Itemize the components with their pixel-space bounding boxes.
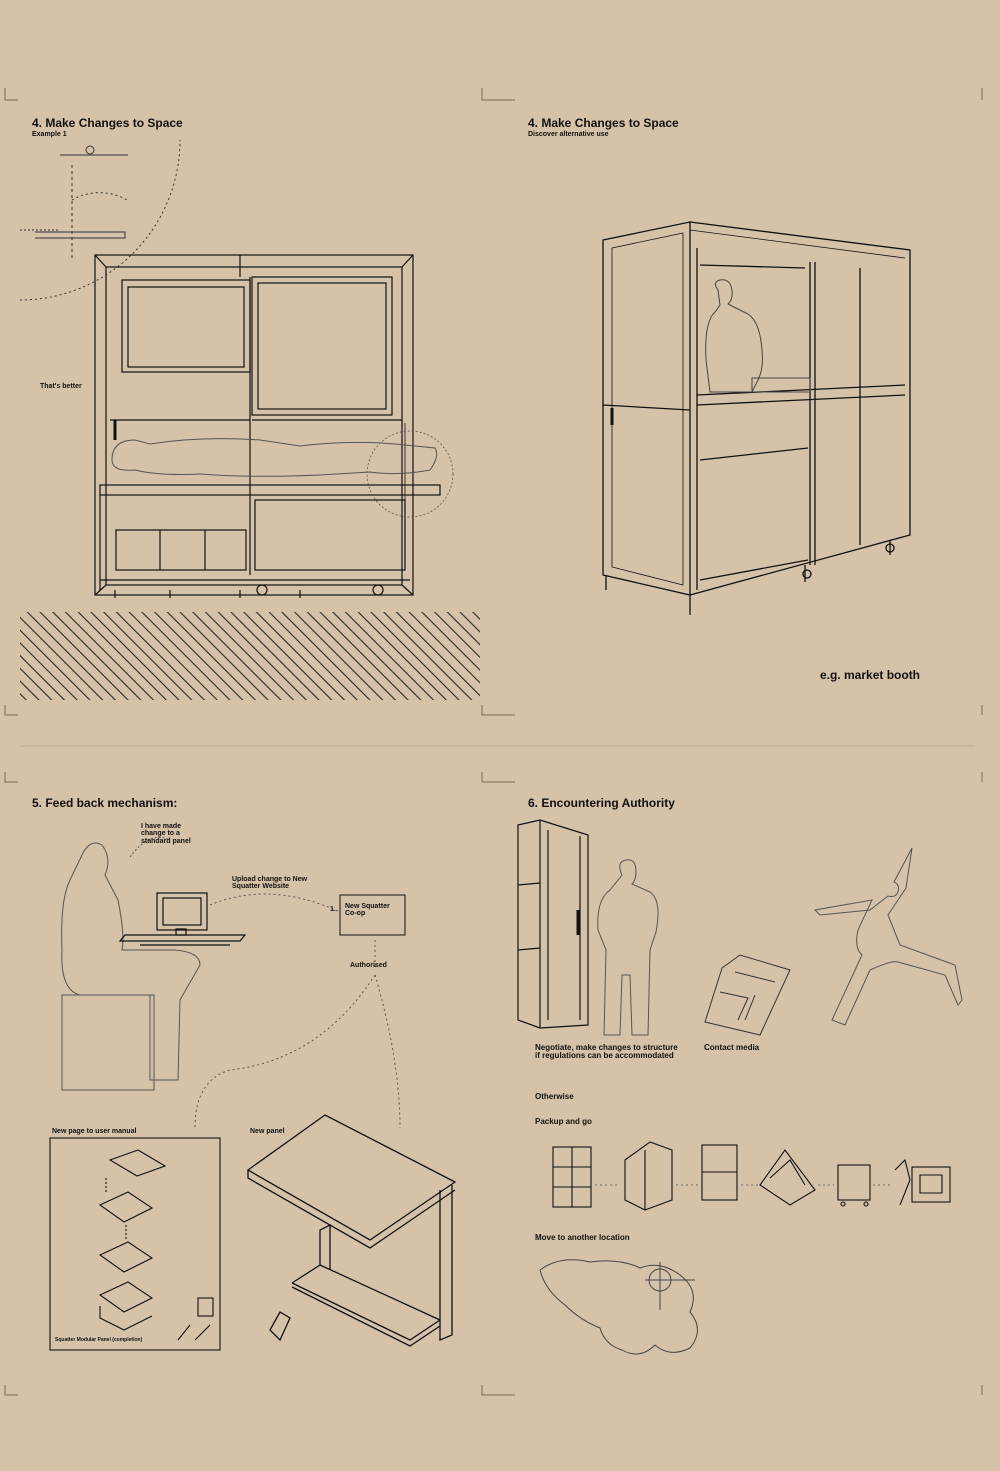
door-swing-sketch bbox=[20, 140, 180, 300]
negotiate-text: Negotiate, make changes to structure if regulations can be accommodated bbox=[535, 1043, 678, 1061]
vendor-figure bbox=[706, 280, 810, 392]
speech-bubble-text: I have made change to a standard panel bbox=[141, 823, 191, 845]
flow-arrows bbox=[195, 894, 400, 1128]
panel1-subtitle: Example 1 bbox=[32, 131, 67, 138]
newspaper bbox=[705, 955, 790, 1035]
throwing-figure bbox=[815, 848, 962, 1025]
move-location-text: Move to another location bbox=[535, 1233, 630, 1242]
officer-figure bbox=[598, 860, 658, 1035]
panel4-title: 6. Encountering Authority bbox=[528, 796, 675, 810]
seated-figure bbox=[62, 837, 200, 1090]
panel1-title: 4. Make Changes to Space bbox=[32, 116, 183, 130]
crop-marks bbox=[5, 88, 982, 1395]
coop-box-number: 1. bbox=[330, 906, 336, 913]
contact-media-text: Contact media bbox=[704, 1043, 760, 1052]
otherwise-text: Otherwise bbox=[535, 1092, 574, 1101]
ground-hatching bbox=[20, 612, 480, 700]
panel3-title: 5. Feed back mechanism: bbox=[32, 796, 178, 810]
market-booth-drawing bbox=[603, 222, 910, 615]
new-panel-drawing bbox=[248, 1115, 455, 1346]
panel2-subtitle: Discover alternative use bbox=[528, 131, 609, 138]
manual-page bbox=[50, 1138, 220, 1350]
panel2-title: 4. Make Changes to Space bbox=[528, 116, 679, 130]
manual-footer: Squatter Modular Panel (completion) bbox=[55, 1337, 143, 1343]
upload-label: Upload change to New Squatter Website bbox=[232, 876, 308, 891]
booth-side-frame bbox=[518, 820, 588, 1028]
relocation-map bbox=[540, 1260, 698, 1354]
panel2-caption: e.g. market booth bbox=[820, 668, 921, 682]
packup-sequence bbox=[553, 1142, 950, 1210]
packup-text: Packup and go bbox=[535, 1117, 592, 1126]
sleeping-booth-drawing bbox=[95, 255, 440, 598]
computer-desk bbox=[120, 893, 245, 945]
authorised-label: Authorised bbox=[350, 962, 387, 969]
manual-label: New page to user manual bbox=[52, 1128, 137, 1135]
new-panel-label: New panel bbox=[250, 1128, 285, 1135]
panel1-note: That's better bbox=[40, 383, 82, 390]
coop-box-label: New Squatter Co-op bbox=[345, 903, 390, 918]
